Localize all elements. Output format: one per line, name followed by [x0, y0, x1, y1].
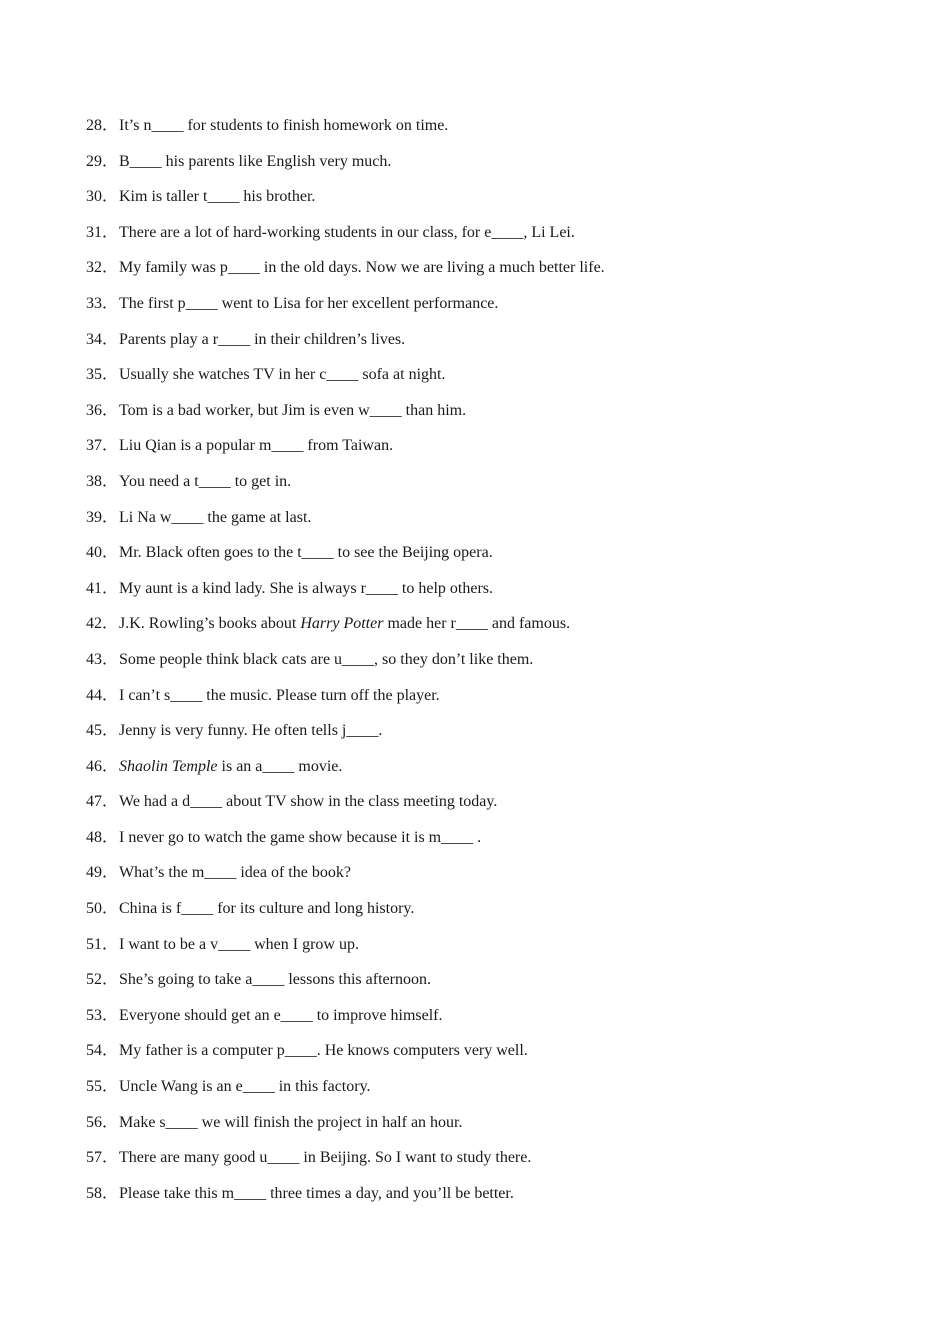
question-item [86, 827, 886, 863]
question-text: I want to be a v____ when I grow up. [119, 935, 359, 953]
question-text: Li Na w____ the game at last. [119, 508, 312, 526]
question-text: Liu Qian is a popular m____ from Taiwan. [119, 437, 394, 455]
question-item [86, 1005, 886, 1041]
question-number: 44． [86, 686, 119, 704]
question-title-italic: Shaolin Temple [119, 757, 218, 775]
question-item [86, 507, 886, 543]
question-number: 35． [86, 366, 119, 384]
question-text: Kim is taller t____ his brother. [119, 188, 316, 206]
question-item [86, 720, 886, 756]
question-item [86, 293, 886, 329]
question-number: 58． [86, 1184, 119, 1202]
question-number: 42． [86, 615, 119, 633]
question-item [86, 613, 886, 649]
question-item [86, 257, 886, 293]
question-text: Uncle Wang is an e____ in this factory. [119, 1078, 371, 1096]
question-text: Jenny is very funny. He often tells j____. [119, 722, 383, 740]
question-text: What’s the m____ idea of the book? [119, 864, 351, 882]
question-item [86, 400, 886, 436]
question-item [86, 756, 886, 792]
question-text: Please take this m____ three times a day, and you’ll be better. [119, 1184, 514, 1202]
question-text-post: is an a____ movie. [217, 757, 343, 775]
question-list [86, 115, 886, 1218]
question-item [86, 649, 886, 685]
question-number: 45． [86, 722, 119, 740]
question-item [86, 934, 886, 970]
question-text [119, 615, 570, 632]
question-text: Tom is a bad worker, but Jim is even w____ than him. [119, 401, 467, 419]
question-item [86, 435, 886, 471]
question-number: 40． [86, 544, 119, 562]
question-number: 53． [86, 1006, 119, 1024]
question-number: 29． [86, 152, 119, 170]
question-number: 30． [86, 188, 119, 206]
question-text: We had a d____ about TV show in the class meeting today. [119, 793, 498, 811]
question-number: 36． [86, 401, 119, 419]
question-number: 32． [86, 259, 119, 277]
question-item [86, 186, 886, 222]
question-item [86, 329, 886, 365]
question-item [86, 578, 886, 614]
question-title-italic: Harry Potter [300, 615, 384, 633]
question-item [86, 222, 886, 258]
question-item [86, 969, 886, 1005]
question-item [86, 151, 886, 187]
question-text: Some people think black cats are u____, so they don’t like them. [119, 650, 534, 668]
question-text: My family was p____ in the old days. Now we are living a much better life. [119, 259, 605, 277]
question-number: 39． [86, 508, 119, 526]
question-number: 56． [86, 1113, 119, 1131]
question-number: 31． [86, 223, 119, 241]
question-text-pre: J.K. Rowling’s books about [119, 615, 301, 633]
question-text: Make s____ we will finish the project in half an hour. [119, 1113, 463, 1131]
question-number: 49． [86, 864, 119, 882]
question-number: 47． [86, 793, 119, 811]
question-number: 33． [86, 294, 119, 312]
question-text: Parents play a r____ in their children’s lives. [119, 330, 406, 348]
question-number: 46． [86, 757, 119, 775]
question-number: 50． [86, 900, 119, 918]
question-item [86, 1112, 886, 1148]
question-item [86, 542, 886, 578]
question-number: 43． [86, 650, 119, 668]
question-text: Everyone should get an e____ to improve himself. [119, 1006, 443, 1024]
question-item [86, 1040, 886, 1076]
question-item [86, 364, 886, 400]
question-text: My father is a computer p____. He knows computers very well. [119, 1042, 528, 1060]
question-number: 52． [86, 971, 119, 989]
question-text: China is f____ for its culture and long history. [119, 900, 415, 918]
question-number: 41． [86, 579, 119, 597]
question-item [86, 115, 886, 151]
question-text: The first p____ went to Lisa for her excellent performance. [119, 294, 499, 312]
question-item [86, 862, 886, 898]
question-number: 51． [86, 935, 119, 953]
question-text [119, 758, 342, 775]
question-item [86, 791, 886, 827]
question-text: There are a lot of hard-working students in our class, for e____, Li Lei. [119, 223, 575, 241]
question-text: Mr. Black often goes to the t____ to see the Beijing opera. [119, 544, 493, 562]
question-number: 37． [86, 437, 119, 455]
question-item [86, 685, 886, 721]
question-number: 28． [86, 117, 119, 134]
question-item [86, 1183, 886, 1219]
question-number: 57． [86, 1149, 119, 1167]
question-text: She’s going to take a____ lessons this afternoon. [119, 971, 431, 989]
question-text: B____ his parents like English very much. [119, 152, 392, 170]
question-text: I can’t s____ the music. Please turn off the player. [119, 686, 440, 704]
question-text: There are many good u____ in Beijing. So I want to study there. [119, 1149, 532, 1167]
question-number: 48． [86, 828, 119, 846]
question-item [86, 471, 886, 507]
question-item [86, 1076, 886, 1112]
question-text: It’s n____ for students to finish homework on time. [119, 117, 449, 134]
question-item [86, 898, 886, 934]
question-text: Usually she watches TV in her c____ sofa at night. [119, 366, 446, 384]
question-number: 54． [86, 1042, 119, 1060]
question-text: My aunt is a kind lady. She is always r____ to help others. [119, 579, 494, 597]
question-number: 38． [86, 472, 119, 490]
question-text-post: made her r____ and famous. [383, 615, 571, 633]
question-number: 34． [86, 330, 119, 348]
question-item [86, 1147, 886, 1183]
question-text: You need a t____ to get in. [119, 472, 292, 490]
question-number: 55． [86, 1078, 119, 1096]
question-text: I never go to watch the game show because it is m____ . [119, 828, 482, 846]
